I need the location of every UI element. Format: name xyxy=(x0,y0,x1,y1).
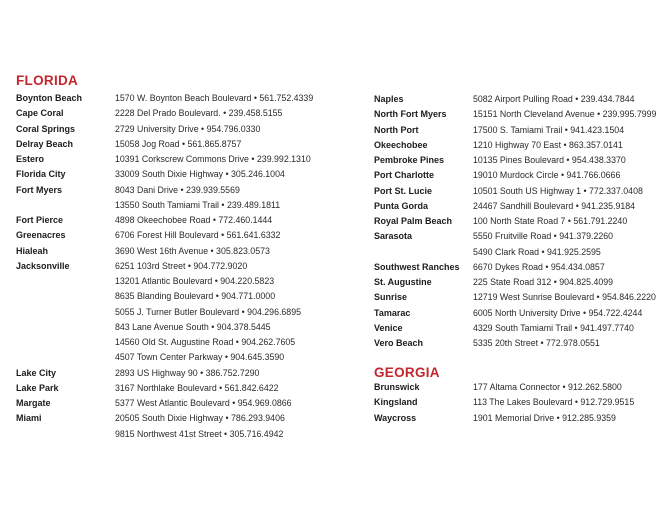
city-name: Coral Springs xyxy=(16,123,76,134)
store-address-phone: 14560 Old St. Augustine Road • 904.262.7605 xyxy=(115,337,296,347)
location-row xyxy=(374,229,672,244)
location-row xyxy=(16,396,316,411)
store-address-phone: 113 The Lakes Boulevard • 912.729.9515 xyxy=(473,397,635,408)
location-row xyxy=(374,290,672,305)
city-name: Margate xyxy=(16,398,51,408)
state-heading-florida: FLORIDA xyxy=(16,73,79,88)
city-name: Florida City xyxy=(16,169,66,180)
location-row xyxy=(16,305,316,320)
store-address-phone: 4898 Okeechobee Road • 772.460.1444 xyxy=(115,215,273,225)
right-column xyxy=(374,0,669,510)
location-row xyxy=(16,91,316,106)
store-address-phone: 843 Lane Avenue South • 904.378.5445 xyxy=(115,321,271,332)
city-name: Fort Myers xyxy=(16,184,63,195)
location-row xyxy=(16,137,316,152)
location-row xyxy=(374,92,672,107)
store-address-phone: 225 State Road 312 • 904.825.4099 xyxy=(473,277,614,287)
city-name: North Port xyxy=(374,124,419,135)
store-address-phone: 20505 South Dixie Highway • 786.293.9406 xyxy=(115,413,285,424)
city-name: Punta Gorda xyxy=(374,200,429,211)
location-row xyxy=(16,259,316,274)
store-address-phone: 15058 Jog Road • 561.865.8757 xyxy=(115,138,242,149)
store-address-phone: 15151 North Cleveland Avenue • 239.995.7999 xyxy=(473,109,657,120)
city-name: Hialeah xyxy=(16,245,49,256)
store-address-phone: 5335 20th Street • 772.978.0551 xyxy=(473,338,600,348)
city-name: St. Augustine xyxy=(374,277,432,287)
location-row xyxy=(16,350,316,365)
store-address-phone: 13201 Atlantic Boulevard • 904.220.5823 xyxy=(115,276,275,286)
store-address-phone: 19010 Murdock Circle • 941.766.0666 xyxy=(473,170,621,181)
city-name: Sarasota xyxy=(374,231,413,242)
store-address-phone: 6670 Dykes Road • 954.434.0857 xyxy=(473,261,605,272)
store-address-phone: 9815 Northwest 41st Street • 305.716.4942 xyxy=(115,428,284,439)
location-row xyxy=(374,336,672,351)
store-address-phone: 6706 Forest Hill Boulevard • 561.641.6332 xyxy=(115,230,281,241)
location-row xyxy=(374,214,672,229)
city-name: Boynton Beach xyxy=(16,93,83,103)
location-row xyxy=(16,366,316,381)
store-address-phone: 177 Altama Connector • 912.262.5800 xyxy=(473,382,622,392)
store-address-phone: 1570 W. Boynton Beach Boulevard • 561.752.4339 xyxy=(115,93,314,103)
city-name: Sunrise xyxy=(374,292,408,303)
location-row xyxy=(374,275,672,290)
city-name: Port Charlotte xyxy=(374,170,435,181)
store-address-phone: 1210 Highway 70 East • 863.357.0141 xyxy=(473,139,623,150)
location-row xyxy=(16,183,316,198)
city-name: Brunswick xyxy=(374,382,420,392)
store-address-phone: 24467 Sandhill Boulevard • 941.235.9184 xyxy=(473,200,636,211)
city-name: Estero xyxy=(16,154,45,164)
city-name: Venice xyxy=(374,322,403,333)
city-name: North Fort Myers xyxy=(374,109,447,120)
store-address-phone: 17500 S. Tamiami Trail • 941.423.1504 xyxy=(473,124,625,135)
city-name: Delray Beach xyxy=(16,138,74,149)
store-address-phone: 5550 Fruitville Road • 941.379.2260 xyxy=(473,231,614,242)
store-address-phone: 5055 J. Turner Butler Boulevard • 904.296.6895 xyxy=(115,306,301,317)
location-row xyxy=(16,289,316,304)
location-row xyxy=(374,245,672,260)
location-row xyxy=(16,411,316,426)
location-row xyxy=(374,107,672,122)
city-name: Lake Park xyxy=(16,382,59,393)
location-row xyxy=(374,138,672,153)
store-address-phone: 6005 North University Drive • 954.722.4244 xyxy=(473,307,643,318)
city-name: Kingsland xyxy=(374,397,418,408)
city-name: Okeechobee xyxy=(374,139,428,150)
store-address-phone: 1901 Memorial Drive • 912.285.9359 xyxy=(473,412,616,423)
location-row xyxy=(374,395,672,410)
location-row xyxy=(374,411,672,426)
location-row xyxy=(374,153,672,168)
store-address-phone: 4507 Town Center Parkway • 904.645.3590 xyxy=(115,352,285,363)
location-row xyxy=(374,380,672,395)
city-name: Greenacres xyxy=(16,230,66,241)
store-address-phone: 13550 South Tamiami Trail • 239.489.1811 xyxy=(115,199,281,210)
left-column xyxy=(16,0,336,510)
city-name: Royal Palm Beach xyxy=(374,216,453,226)
store-address-phone: 2893 US Highway 90 • 386.752.7290 xyxy=(115,367,260,378)
location-row xyxy=(374,306,672,321)
city-name: Jacksonville xyxy=(16,260,70,271)
city-name: Vero Beach xyxy=(374,338,424,348)
location-row xyxy=(374,168,672,183)
location-row xyxy=(16,427,316,442)
store-address-phone: 33009 South Dixie Highway • 305.246.1004 xyxy=(115,169,285,180)
location-row xyxy=(16,244,316,259)
city-name: Pembroke Pines xyxy=(374,155,445,165)
location-row xyxy=(374,184,672,199)
location-row xyxy=(374,321,672,336)
store-address-phone: 8043 Dani Drive • 239.939.5569 xyxy=(115,184,240,195)
store-address-phone: 4329 South Tamiami Trail • 941.497.7740 xyxy=(473,322,634,333)
store-address-phone: 8635 Blanding Boulevard • 904.771.0000 xyxy=(115,291,276,302)
city-name: Tamarac xyxy=(374,307,411,318)
store-address-phone: 5490 Clark Road • 941.925.2595 xyxy=(473,246,601,257)
store-address-phone: 3690 West 16th Avenue • 305.823.0573 xyxy=(115,245,270,256)
store-address-phone: 5377 West Atlantic Boulevard • 954.969.0866 xyxy=(115,398,292,408)
location-row xyxy=(16,213,316,228)
location-row xyxy=(16,152,316,167)
store-address-phone: 6251 103rd Street • 904.772.9020 xyxy=(115,260,248,271)
store-address-phone: 12719 West Sunrise Boulevard • 954.846.2220 xyxy=(473,292,656,303)
location-row xyxy=(16,335,316,350)
city-name: Miami xyxy=(16,413,42,424)
store-address-phone: 10501 South US Highway 1 • 772.337.0408 xyxy=(473,185,643,196)
location-row xyxy=(16,167,316,182)
store-address-phone: 100 North State Road 7 • 561.791.2240 xyxy=(473,216,628,226)
location-row xyxy=(16,381,316,396)
store-address-phone: 5082 Airport Pulling Road • 239.434.7844 xyxy=(473,94,635,104)
city-name: Waycross xyxy=(374,412,417,423)
location-row xyxy=(16,320,316,335)
city-name: Naples xyxy=(374,94,404,104)
location-row xyxy=(374,123,672,138)
location-row xyxy=(374,260,672,275)
location-row xyxy=(16,228,316,243)
location-row xyxy=(16,198,316,213)
location-row xyxy=(16,106,316,121)
store-address-phone: 10391 Corkscrew Commons Drive • 239.992.1310 xyxy=(115,154,311,164)
store-address-phone: 10135 Pines Boulevard • 954.438.3370 xyxy=(473,155,626,165)
city-name: Fort Pierce xyxy=(16,215,64,225)
location-row xyxy=(16,122,316,137)
store-address-phone: 2729 University Drive • 954.796.0330 xyxy=(115,123,261,134)
city-name: Southwest Ranches xyxy=(374,261,460,272)
location-row xyxy=(16,274,316,289)
store-address-phone: 3167 Northlake Boulevard • 561.842.6422 xyxy=(115,382,279,393)
store-address-phone: 2228 Del Prado Boulevard. • 239.458.5155 xyxy=(115,108,283,119)
city-name: Lake City xyxy=(16,367,57,378)
state-heading-georgia: GEORGIA xyxy=(374,365,440,380)
city-name: Port St. Lucie xyxy=(374,185,433,196)
city-name: Cape Coral xyxy=(16,108,64,119)
location-row xyxy=(374,199,672,214)
